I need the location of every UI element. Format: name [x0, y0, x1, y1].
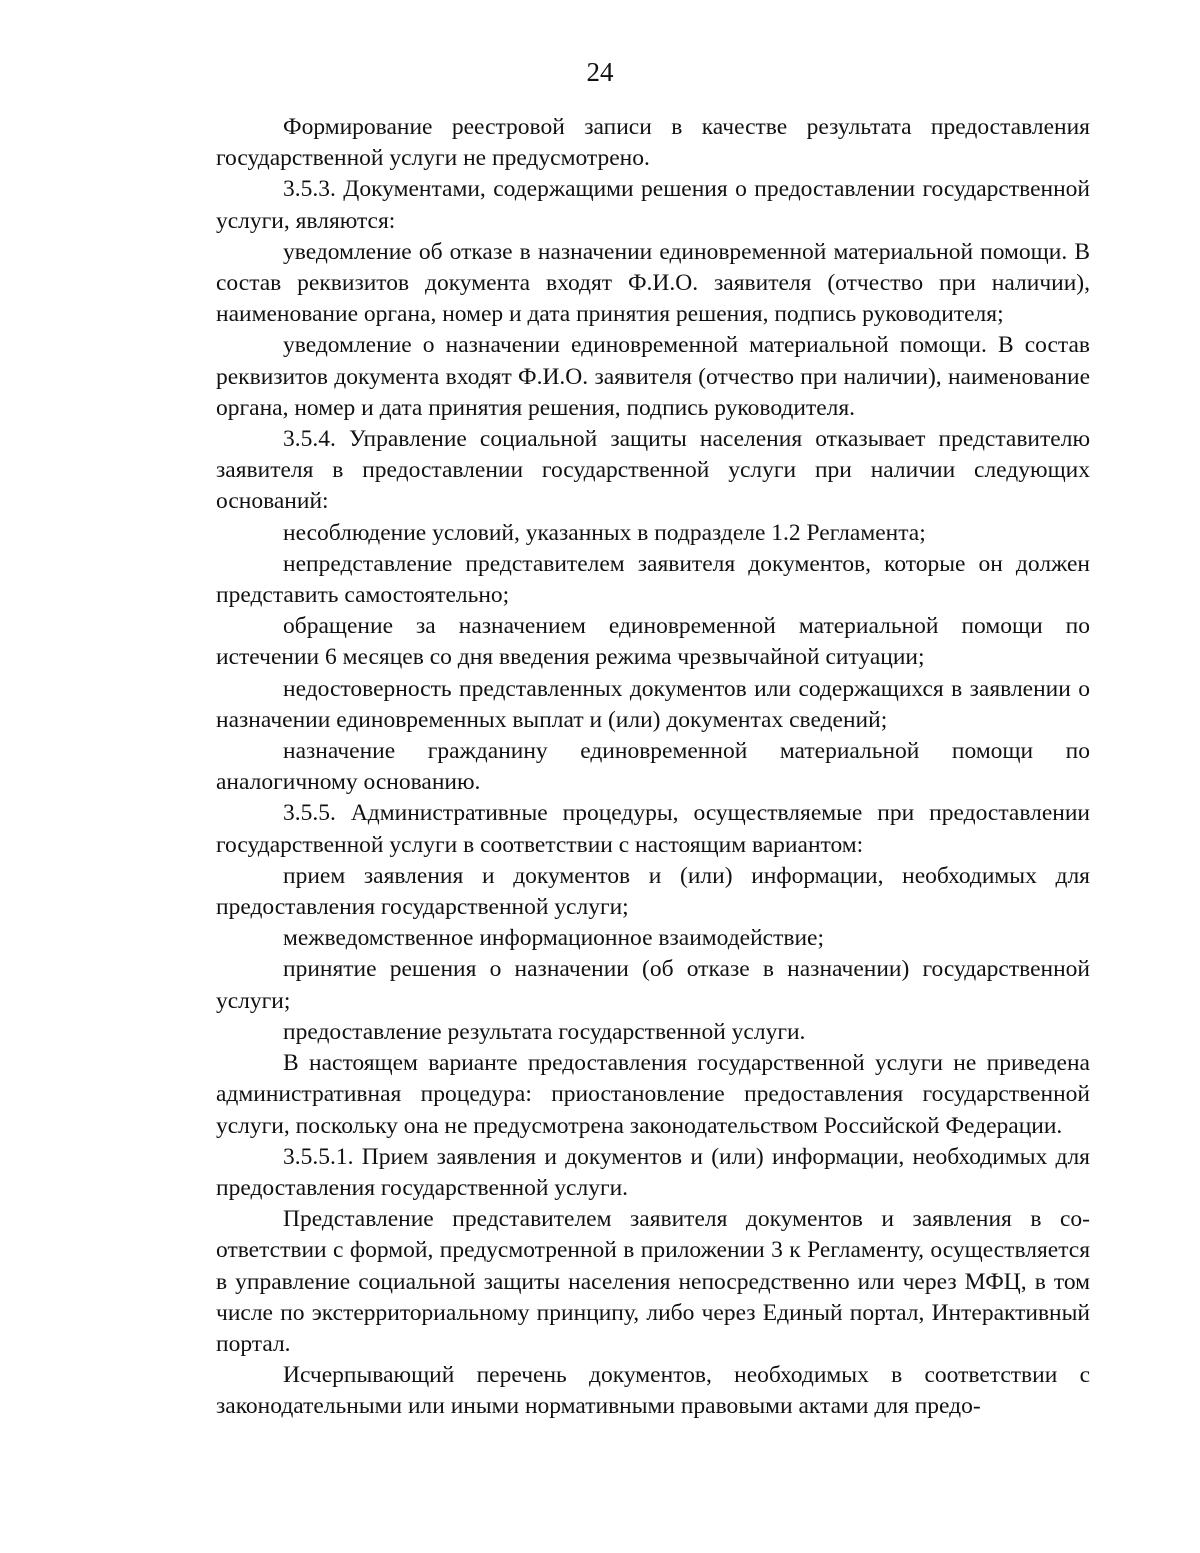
paragraph-submission: Представление представителем заявителя документов и заявления в соответствии с формой, предусмотренной в приложении 3 к Регламенту, осуществляется в управление социальной защиты населения непосредственно или через МФЦ, в том числе по экстерриториальному принципу, либо через Единый портал, Интерактивный портал. — [216, 1206, 1090, 1357]
paragraph-3-5-4: 3.5.4. Управление социальной защиты населения отказывает представителю заявителя в предоставлении государственной услуги при наличии следующих оснований: — [216, 426, 1090, 515]
page-number: 24 — [586, 57, 614, 87]
paragraph-3-5-5: 3.5.5. Административные процедуры, осуществляемые при предоставлении государственной услуги в соответствии с настоящим вариантом: — [216, 800, 1090, 858]
paragraph-ground-duplicate: назначение гражданину единовременной материальной помощи по аналогичному основанию. — [216, 738, 1090, 796]
paragraph-procedure-result: предоставление результата государственной услуги. — [283, 1018, 806, 1045]
paragraph-procedure-decision: принятие решения о назначении (об отказе в назначении) государственной услуги; — [216, 956, 1090, 1014]
document-body — [216, 112, 1090, 1423]
paragraph-refusal-notice: уведомление об отказе в назначении единовременной материальной помощи. В состав реквизитов документа входят Ф.И.О. заявителя (отчество при наличии), наименование органа, номер и дата принятия решения, подпись руководителя; — [216, 238, 1090, 328]
paragraph-document-list: Исчерпывающий перечень документов, необходимых в соответствии с законодательными или иными нормативными правовыми актами для предо- — [216, 1362, 1090, 1420]
paragraph-ground-documents: непредставление представителем заявителя документов, которые он должен представить самостоятельно; — [216, 550, 1090, 609]
paragraph-procedure-intake: прием заявления и документов и (или) информации, необходимых для предоставления государственной услуги; — [216, 862, 1090, 921]
paragraph-registry-record: Формирование реестровой записи в качестве результата предоставления государственной услуги не предусмотрено. — [216, 114, 1090, 172]
paragraph-3-5-5-1: 3.5.5.1. Прием заявления и документов и (или) информации, необходимых для предоставления государственной услуги. — [216, 1143, 1090, 1201]
paragraph-procedure-interagency: межведомственное информационное взаимодействие; — [283, 925, 825, 952]
paragraph-assignment-notice: уведомление о назначении единовременной материальной помощи. В состав реквизитов документа входят Ф.И.О. заявителя (отчество при наличии), наименование органа, номер и дата принятия решения, подпись руководителя. — [216, 332, 1090, 421]
paragraph-3-5-3: 3.5.3. Документами, содержащими решения о предоставлении государственной услуги, являются: — [216, 176, 1090, 234]
paragraph-ground-conditions: несоблюдение условий, указанных в подразделе 1.2 Регламента; — [283, 519, 926, 546]
paragraph-ground-unreliable: недостоверность представленных документов или содержащихся в заявлении о назначении единовременных выплат и (или) документах сведений; — [216, 675, 1090, 733]
paragraph-no-suspension: В настоящем варианте предоставления государственной услуги не приведена административная процедура: приостановление предоставления государственной услуги, поскольку она не предусмотрена законодательством Российской Федерации. — [216, 1050, 1090, 1139]
paragraph-ground-deadline: обращение за назначением единовременной материальной помощи по истечении 6 месяцев со дня введения режима чрезвычайной ситуации; — [216, 613, 1090, 671]
